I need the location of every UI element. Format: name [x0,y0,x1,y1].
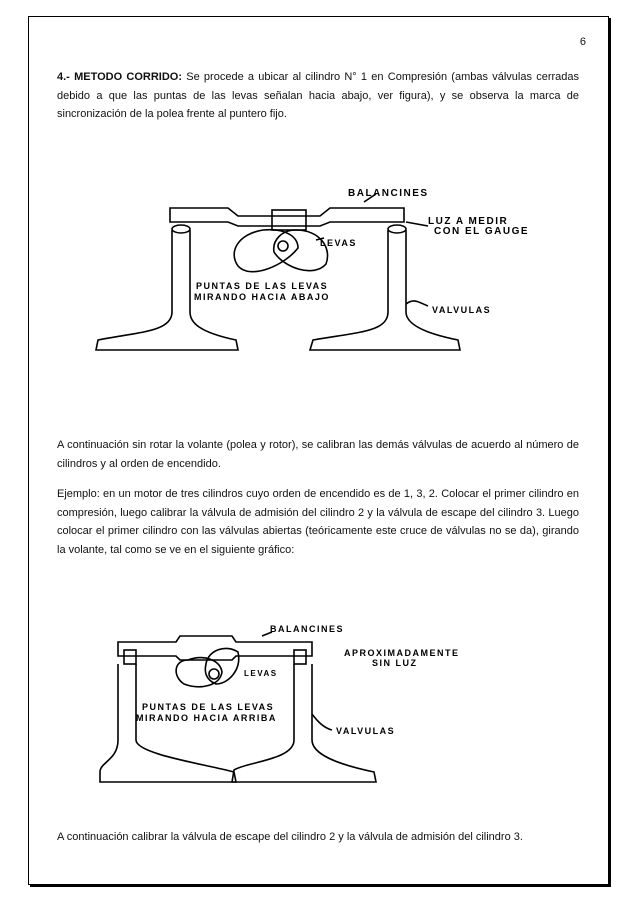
valves-closed-diagram [88,182,558,382]
intro-text: Se procede a ubicar al cilindro N° 1 en Compresión (ambas válvulas cerradas debido a que las puntas de las levas señalan hacia abajo, ver figura), y se observa la marca de sincronización de la polea frente al puntero fijo. [57,71,579,120]
right-valve-stem-top [388,225,406,233]
rocker-pivot [272,210,306,230]
fig2-label-levas: LEVAS [244,669,278,678]
cam-right [205,648,238,684]
intro-paragraph [57,68,579,124]
cam-shaft [278,241,288,251]
rocker-pivot [124,650,136,664]
fig1-label-puntas-2: MIRANDO HACIA ABAJO [194,292,330,302]
valves-open-diagram [96,620,496,810]
rocker-pivot-right [294,650,306,664]
fig2-label-aprox-2: SIN LUZ [372,658,418,668]
paragraph-2: A continuación sin rotar la volante (polea y rotor), se calibran las demás válvulas de acuerdo al número de cilindros y al orden de encendido. [57,439,579,470]
section-heading: 4.- METODO CORRIDO: [57,71,182,83]
fig2-label-aprox-1: APROXIMADAMENTE [344,648,460,658]
paragraph-4: A continuación calibrar la válvula de escape del cilindro 2 y la válvula de admisión del cilindro 3. [57,831,523,843]
fig2-label-balancines: BALANCINES [270,624,345,634]
left-valve-stem-top [172,225,190,233]
fig1-label-valvulas: VALVULAS [432,305,492,315]
fig2-label-puntas-2: MIRANDO HACIA ARRIBA [136,713,277,723]
right-valve [310,230,460,350]
cam-left [176,658,222,687]
fig1-label-balancines: BALANCINES [348,188,429,199]
fig1-label-levas: LEVAS [320,238,357,248]
page-number: 6 [579,36,586,48]
fig2-label-puntas-1: PUNTAS DE LAS LEVAS [142,702,275,712]
fig1-label-luz-1: LUZ A MEDIR [428,216,509,227]
paragraph-3: Ejemplo: en un motor de tres cilindros cuyo orden de encendido es de 1, 3, 2. Colocar el primer cilindro en compresión, luego calibrar la válvula de admisión del cilindro 2 y la válvula de escape del cilindro 3. Luego colocar el primer cilindro con las válvulas abiertas (teóricamente este cruce de válvulas no se da), girando la volante, tal como se ve en el siguiente gráfico: [57,488,579,556]
fig2-label-valvulas: VALVULAS [336,726,396,736]
fig1-label-luz-2: CON EL GAUGE [434,226,530,237]
right-valve [232,664,376,782]
fig1-label-puntas-1: PUNTAS DE LAS LEVAS [196,281,329,291]
rocker-arm [118,636,312,660]
cam-shaft [209,669,219,679]
